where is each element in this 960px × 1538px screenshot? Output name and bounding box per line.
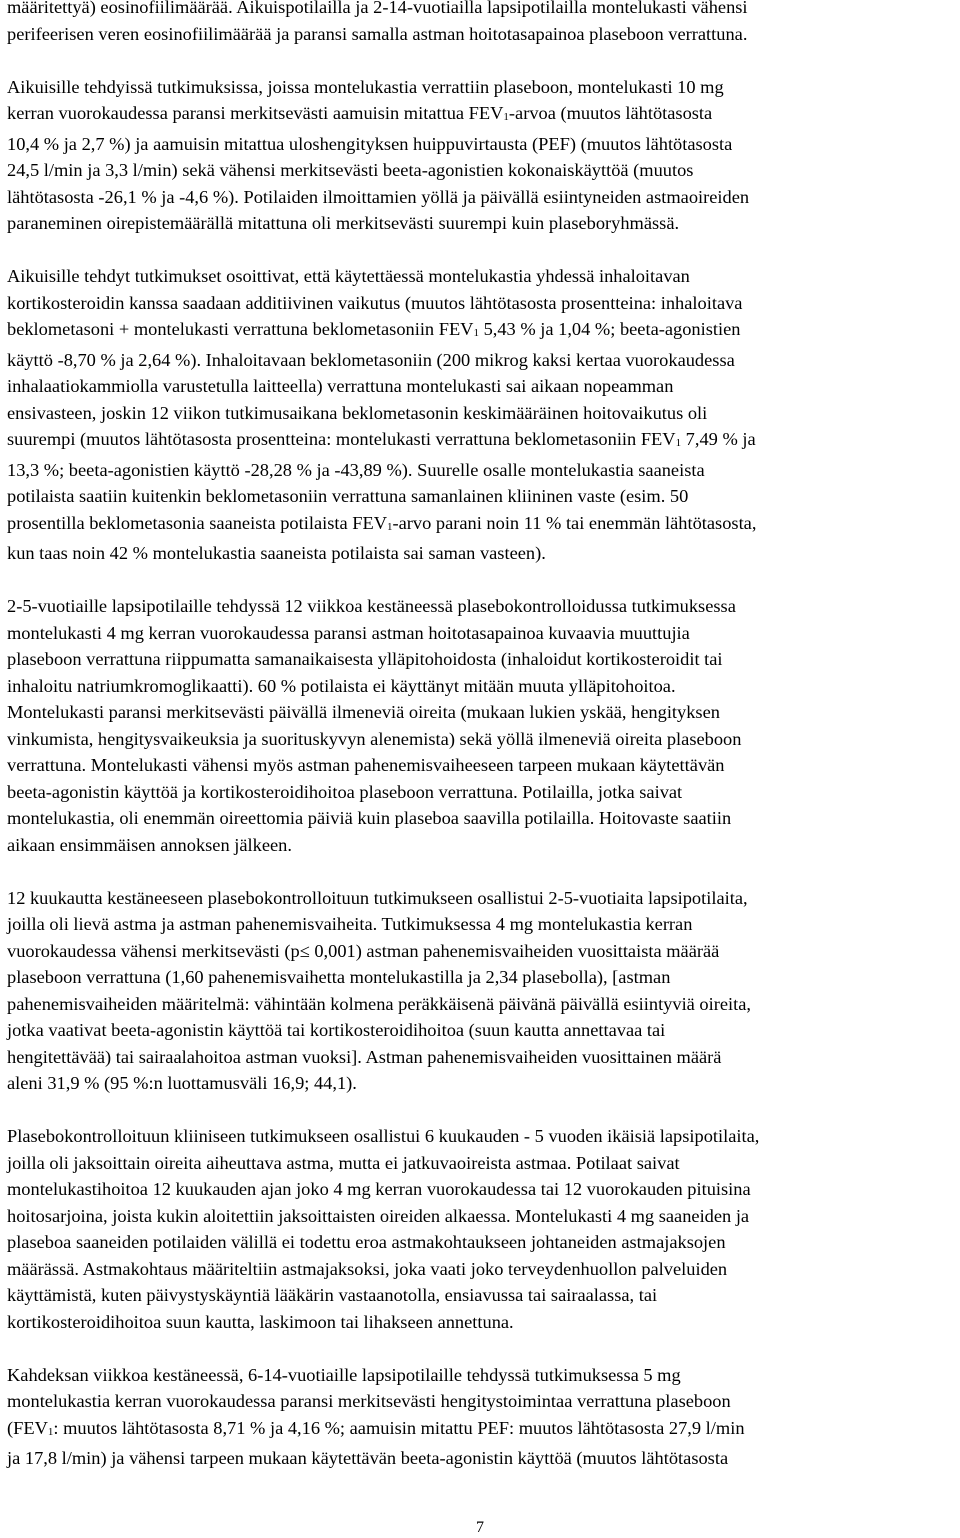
text-line: montelukastia, oli enemmän oireettomia päiviä kuin plaseboa saavilla potilailla. Hoitovaste saatiin: [7, 808, 732, 828]
text-line: 12 kuukautta kestäneeseen plasebokontrolloituun tutkimukseen osallistui 2-5-vuotiaita lapsipotilaita,: [7, 887, 748, 908]
text-line: joilla oli lievä astma ja astman pahenemisvaiheita. Tutkimuksessa 4 mg montelukastia kerran: [7, 914, 693, 934]
subscript: 1: [675, 437, 682, 449]
text-line: vuorokaudessa vähensi merkitsevästi (p≤ 0,001) astman pahenemisvaiheiden vuosittaista määrää: [7, 940, 720, 961]
text-line: kortikosteroidin kanssa saadaan additiivinen vaikutus (muutos lähtötasosta prosentteina: inhaloitava: [7, 292, 743, 313]
text-line: 10,4 % ja 2,7 %) ja aamuisin mitattua uloshengityksen huippuvirtausta (PEF) (muutos lähtötasosta: [7, 133, 733, 154]
paragraph-6-month-5-year-study: [7, 1123, 957, 1335]
text-line: Kahdeksan viikkoa kestäneessä, 6-14-vuotiaille lapsipotilaille tehdyssä tutkimuksessa 5 mg: [7, 1364, 681, 1385]
text-line: beeta-agonistin käyttöä ja kortikosteroidihoitoa plaseboon verrattuna. Potilailla, jotka saivat: [7, 781, 683, 802]
text-line: prosentilla beklometasonia saaneista potilaista FEV1-arvo parani noin 11 % tai enemmän lähtötasosta,: [7, 512, 757, 533]
subscript: 1: [473, 327, 479, 339]
paragraph-eosinophils: [7, 0, 957, 47]
text-line: plaseboa saaneiden potilaiden välillä ei todettu eroa astmakohtaukseen johtaneiden astmajaksojen: [7, 1232, 726, 1252]
text-line: montelukastia kerran vuorokaudessa paransi merkitsevästi hengitystoimintaa verrattuna plaseboon: [7, 1391, 731, 1411]
text-line: kortikosteroidihoitoa suun kautta, laskimoon tai lihakseen annettuna.: [7, 1311, 514, 1332]
text-line: aleni 31,9 % (95 %:n luottamusväli 16,9; 44,1).: [7, 1073, 357, 1093]
text-line: 2-5-vuotiaille lapsipotilaille tehdyssä 12 viikkoa kestäneessä plasebokontrolloidussa tutkimuksessa: [7, 596, 736, 616]
text-line: 13,3 %; beeta-agonistien käyttö -28,28 % ja -43,89 %). Suurelle osalle montelukastia saaneista: [7, 459, 705, 480]
paragraph-adult-placebo-studies: [7, 74, 957, 237]
text-line: suurempi (muutos lähtötasosta prosentteina: montelukasti verrattuna beklometasoniin FEV1 7,49 % ja: [7, 429, 756, 449]
text-line: plaseboon verrattuna (1,60 pahenemisvaihetta montelukastilla ja 2,34 plasebolla), [astman: [7, 967, 671, 987]
text-line: hoitosarjoina, joista kukin aloitettiin jaksoittaisten oireiden alkaessa. Montelukasti 4 mg saaneiden ja: [7, 1205, 750, 1226]
text-line: Plasebokontrolloituun kliiniseen tutkimukseen osallistui 6 kuukauden - 5 vuoden ikäisiä lapsipotilaita,: [7, 1126, 760, 1146]
subscript: 1: [503, 111, 509, 123]
text-line: aikaan ensimmäisen annoksen jälkeen.: [7, 834, 292, 855]
text-line: lähtötasosta -26,1 % ja -4,6 %). Potilaiden ilmoittamien yöllä ja päivällä esiintyneiden astmaoireiden: [7, 186, 750, 207]
text-line: määrässä. Astmakohtaus määriteltiin astmajaksoksi, joka vaati joko terveydenhuollon palveluiden: [7, 1258, 728, 1279]
text-line: pahenemisvaiheiden määritelmä: vähintään kolmena peräkkäisenä päivänä päivällä esiintyviä oireita,: [7, 993, 752, 1014]
text-line: perifeerisen veren eosinofiilimäärää ja paransi samalla astman hoitotasapainoa plaseboon verrattuna.: [7, 23, 748, 44]
text-line: kerran vuorokaudessa paransi merkitsevästi aamuisin mitattua FEV1-arvoa (muutos lähtötasosta: [7, 103, 713, 123]
text-line: ja 17,8 l/min) ja vähensi tarpeen mukaan käytettävän beeta-agonistin käyttöä (muutos lähtötasosta: [7, 1448, 729, 1468]
paragraph-6-14-year-study: [7, 1362, 957, 1472]
paragraph-gap: [7, 1335, 957, 1362]
paragraph-gap: [7, 567, 957, 594]
text-line: inhalaatiokammiolla varustetulla laitteella) verrattuna montelukasti sai aikaan nopeamman: [7, 376, 674, 396]
paragraph-gap: [7, 237, 957, 264]
text-line: jotka vaativat beeta-agonistin käyttöä tai kortikosteroidihoitoa (suun kautta annettavaa tai: [7, 1020, 666, 1040]
text-line: ensivasteen, joskin 12 viikon tutkimusaikana beklometasonin keskimääräinen hoitovaikutus oli: [7, 402, 708, 423]
text-line: vinkumista, hengitysvaikeuksia ja suorituskyvyn alenemista) sekä yöllä ilmeneviä oireita plaseboon: [7, 728, 742, 749]
text-line: joilla oli jaksoittain oireita aiheuttava astma, mutta ei jatkuvaoireista astmaa. Potilaat saivat: [7, 1152, 680, 1173]
text-line: kun taas noin 42 % montelukastia saaneista potilaista sai saman vasteen).: [7, 543, 546, 563]
text-line: Aikuisille tehdyt tutkimukset osoittivat, että käytettäessä montelukastia yhdessä inhaloitavan: [7, 266, 690, 286]
text-line: hengitettävää) tai sairaalahoitoa astman vuoksi]. Astman pahenemisvaiheiden vuosittainen määrä: [7, 1046, 722, 1067]
text-line: beklometasoni + montelukasti verrattuna beklometasoniin FEV1 5,43 % ja 1,04 %; beeta-agonistien: [7, 319, 741, 339]
text-line: (FEV1: muutos lähtötasosta 8,71 % ja 4,16 %; aamuisin mitattu PEF: muutos lähtötasosta 27,9 l/min: [7, 1417, 745, 1438]
paragraph-gap: [7, 1097, 957, 1124]
text-line: verrattuna. Montelukasti vähensi myös astman pahenemisvaiheeseen tarpeen mukaan käytettävän: [7, 755, 725, 775]
paragraph-12-month-study: [7, 885, 957, 1097]
text-line: montelukastihoitoa 12 kuukauden ajan joko 4 mg kerran vuorokaudessa tai 12 vuorokauden pituisina: [7, 1179, 751, 1199]
text-line: Aikuisille tehdyissä tutkimuksissa, joissa montelukastia verrattiin plaseboon, montelukasti 10 mg: [7, 76, 724, 97]
paragraph-gap: [7, 858, 957, 885]
subscript: 1: [47, 1425, 54, 1438]
text-line: potilaista saatiin kuitenkin beklometasoniin verrattuna samanlainen kliininen vaste (esim. 50: [7, 486, 689, 506]
text-line: plaseboon verrattuna riippumatta samanaikaisesta ylläpitohoidosta (inhaloidut kortikosteroidit tai: [7, 649, 723, 669]
page-number: 7: [476, 1519, 484, 1536]
text-line: 24,5 l/min ja 3,3 l/min) sekä vähensi merkitsevästi beeta-agonistien kokonaiskäyttöä (muutos: [7, 160, 694, 180]
paragraph-adult-beclomethasone-studies: [7, 263, 957, 567]
text-line: montelukasti 4 mg kerran vuorokaudessa paransi astman hoitotasapainoa kuvaavia muuttujia: [7, 622, 690, 643]
document-page: [7, 0, 957, 1472]
subscript: 1: [386, 520, 393, 533]
text-line: käyttö -8,70 % ja 2,64 %). Inhaloitavaan beklometasoniin (200 mikrog kaksi kertaa vuorokaudessa: [7, 349, 735, 370]
text-line: inhaloitu natriumkromoglikaatti). 60 % potilaista ei käyttänyt mitään muuta ylläpitohoitoa.: [7, 675, 676, 696]
text-line: paraneminen oirepistemäärällä mitattuna oli merkitsevästi suurempi kuin plaseboryhmässä.: [7, 213, 680, 233]
paragraph-gap: [7, 47, 957, 74]
text-line: Montelukasti paransi merkitsevästi päivällä ilmeneviä oireita (mukaan lukien yskää, hengityksen: [7, 702, 720, 722]
text-line: käyttämistä, kuten päivystyskäyntiä lääkärin vastaanotolla, ensiavussa tai sairaalassa, tai: [7, 1285, 658, 1305]
paragraph-2-5-year-12-week-study: [7, 593, 957, 858]
text-line: määritettyä) eosinofiilimäärää. Aikuispotilailla ja 2-14-vuotiailla lapsipotilailla montelukasti vähensi: [7, 0, 748, 17]
